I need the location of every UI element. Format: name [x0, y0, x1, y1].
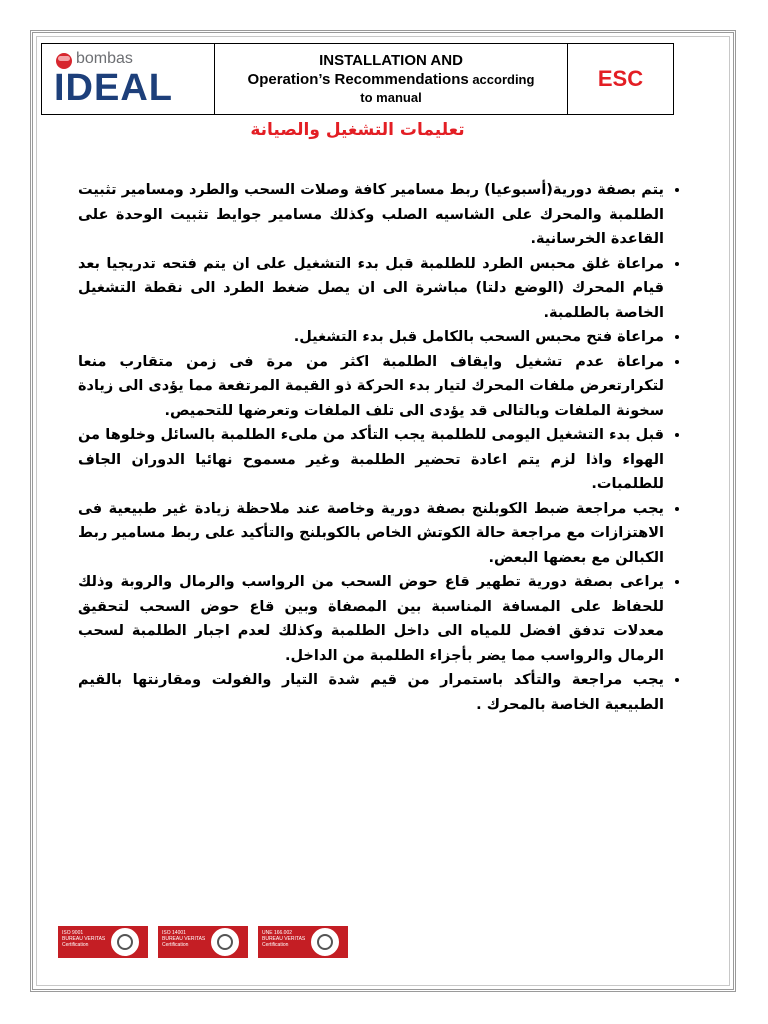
certification-seal-icon: [110, 927, 140, 957]
list-item: • يجب مراجعة ضبط الكوبلنج بصفة دورية وخاصة عند ملاحظة زيادة غير طبيعية فى الاهتزازات مع مراجعة حالة الكوتش الخاص بالكوبلنج والتأكيد على ربط مسامير ربط الكبالن مع بعضها البعض.: [78, 497, 664, 571]
cert-label: ISO 14001: [162, 930, 186, 936]
cert-issuer: BUREAU VERITAS: [262, 936, 306, 942]
title-line-2-small: according: [468, 72, 535, 87]
title-line-2-main: Operation’s Recommendations: [247, 71, 469, 88]
logo-brand-text: IDEAL: [54, 67, 173, 109]
instructions-list: [78, 178, 686, 717]
cert-label: UNE 166.002: [262, 930, 293, 936]
list-item: • مراعاة غلق محبس الطرد للطلمبة قبل بدء التشغيل على ان يتم فتحه تدريجيا بعد قيام المحرك (الوضع دلتا) مباشرة الى ان يصل ضغط الطرد الى نقطة التشغيل الخاصة بالطلمبة.: [78, 252, 664, 326]
cert-type: Certification: [162, 942, 189, 948]
list-item: • مراعاة عدم تشغيل وايقاف الطلمبة اكثر من مرة فى زمن متقارب منعا لتكرارتعرض ملفات المحرك لتيار بدء الحركة ذو القيمة المرتفعة مما يؤدى الى زيادة سخونة الملفات وبالتالى قد يؤدى الى تلف الملفات وتعرضها للتحميص.: [78, 350, 664, 424]
list-item: • قبل بدء التشغيل اليومى للطلمبة يجب التأكد من ملىء الطلمبة بالسائل وخلوها من الهواء واذا لزم يتم اعادة تحضير الطلمبة وغير مسموح نهائيا الدوران الجاف للطلمبات.: [78, 423, 664, 497]
cert-type: Certification: [262, 942, 289, 948]
document-title: [215, 44, 568, 114]
cert-text: [62, 930, 105, 948]
cert-text: [262, 930, 305, 948]
cert-text: [162, 930, 205, 948]
document-code: ESC: [597, 66, 644, 91]
title-line-3: to manual: [360, 90, 422, 105]
certification-badge: [58, 926, 148, 958]
cert-label: ISO 9001: [62, 930, 84, 936]
list-item: • مراعاة فتح محبس السحب بالكامل قبل بدء التشغيل.: [78, 325, 664, 350]
cert-type: Certification: [62, 942, 89, 948]
certification-badges: [58, 926, 348, 958]
certification-badge: [158, 926, 248, 958]
cert-issuer: BUREAU VERITAS: [162, 936, 206, 942]
list-item: • يراعى بصفة دورية تطهير قاع حوض السحب من الرواسب والرمال والروبة وذلك للحفاظ على المسافة المناسبة بين المصفاة وبين قاع حوض السحب لتحقيق معدلات تدفق افضل للمياه الى داخل الطلمبة وكذلك لعدم اجبار الطلمبة لسحب الرمال والرواسب مما يضر بأجزاء الطلمبة من الداخل.: [78, 570, 664, 668]
certification-seal-icon: [310, 927, 340, 957]
company-logo: [42, 44, 215, 114]
cert-issuer: BUREAU VERITAS: [62, 936, 106, 942]
certification-seal-icon: [210, 927, 240, 957]
title-line-1: INSTALLATION AND: [319, 52, 463, 69]
document-code-cell: [568, 44, 673, 114]
logo-small-text: bombas: [76, 50, 133, 67]
arabic-subtitle: تعليمات التشغيل والصيانة: [250, 120, 465, 140]
list-item: • يجب مراجعة والتأكد باستمرار من قيم شدة التيار والفولت ومقارنتها بالقيم الطبيعية الخاصة بالمحرك .: [78, 668, 664, 717]
list-item: • يتم بصفة دورية(أسبوعيا) ربط مسامير كافة وصلات السحب والطرد ومسامير تثبيت الطلمبة والمحرك على الشاسيه الصلب وكذلك مسامير جوايط تثبيت الوحدة على القاعدة الخرسانية.: [78, 178, 664, 252]
document-header: [41, 43, 674, 115]
certification-badge: [258, 926, 348, 958]
instructions-body: [78, 178, 686, 717]
title-line-2: [248, 70, 535, 90]
